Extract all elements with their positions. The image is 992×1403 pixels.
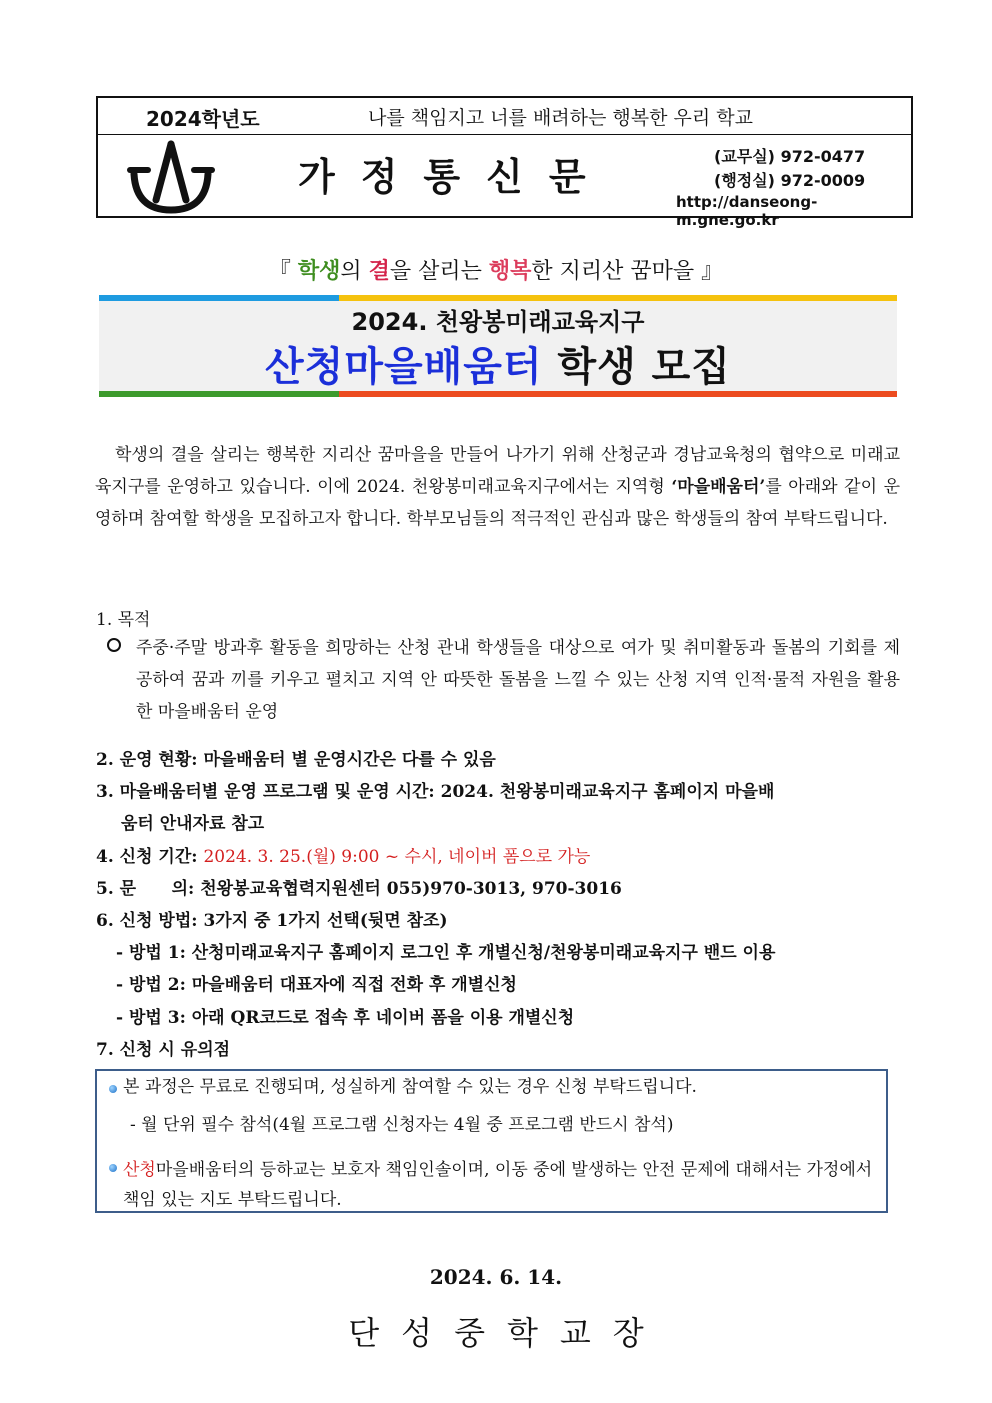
- section-programs-line2: 움터 안내자료 참고: [121, 814, 265, 834]
- banner-bar-yellow: [339, 295, 897, 301]
- school-year: 2024학년도: [146, 107, 260, 131]
- intro-paragraph: 학생의 결을 살리는 행복한 지리산 꿈마을을 만들어 나가기 위해 산청군과 경남교육청의 협약으로 미래교육지구를 운영하고 있습니다. 이에 2024. 천왕봉미래교육지구에서는 지역형 ‘마을배움터’를 아래와 같이 운영하며 참여할 학생을 모집하고자 합니다. 학부모님들의 적극적인 관심과 많은 학생들의 참여 부탁드립니다.: [95, 445, 900, 529]
- contact-office: (교무실) 972-0477: [714, 147, 866, 166]
- method-3: - 방법 3: 아래 QR코드로 접속 후 네이버 폼을 이용 개별신청: [116, 1008, 575, 1028]
- school-url[interactable]: http://danseong-m.gne.go.kr: [676, 193, 818, 229]
- banner-subtitle: 2024. 천왕봉미래교육지구: [351, 308, 645, 336]
- section-purpose-body: 주중·주말 방과후 활동을 희망하는 산청 관내 학생들을 대상으로 여가 및 취미활동과 돌봄의 기회를 제공하여 꿈과 끼를 키우고 펼치고 지역 안 따뜻한 돌봄을 느낄 수 있는 산청 지역 인적·물적 자원을 활용한 마을배움터 운영: [136, 638, 900, 722]
- title-banner: [99, 295, 897, 397]
- header-divider: [98, 134, 911, 135]
- notice-attendance: - 월 단위 필수 참석(4월 프로그램 신청자는 4월 중 프로그램 반드시 참석): [130, 1115, 674, 1135]
- notice-free: 본 과정은 무료로 진행되며, 성실하게 참여할 수 있는 경우 신청 부탁드립니다.: [123, 1077, 697, 1097]
- section-method: 6. 신청 방법: 3가지 중 1가지 선택(뒷면 참조): [96, 911, 448, 931]
- principal-signature: 단성중학교장: [348, 1314, 666, 1352]
- circle-bullet-icon: [107, 638, 121, 652]
- notice-box: [95, 1069, 888, 1213]
- bullet-dot-icon: [109, 1164, 117, 1172]
- section-programs-line1: 3. 마을배움터별 운영 프로그램 및 운영 시간: 2024. 천왕봉미래교육지구 홈페이지 마을배: [96, 782, 775, 802]
- section-inquiry: 5. 문 의: 천왕봉교육협력지원센터 055)970-3013, 970-3016: [96, 879, 622, 899]
- slogan: 『 학생의 결을 살리는 행복한 지리산 꿈마을 』: [268, 259, 724, 284]
- section-notes-title: 7. 신청 시 유의점: [96, 1040, 231, 1060]
- school-motto: 나를 책임지고 너를 배려하는 행복한 우리 학교: [368, 107, 753, 129]
- newsletter-header: [96, 96, 913, 229]
- school-logo-icon: [126, 140, 216, 214]
- section-status: 2. 운영 현황: 마을배움터 별 운영시간은 다를 수 있음: [96, 750, 496, 770]
- method-1: - 방법 1: 산청미래교육지구 홈페이지 로그인 후 개별신청/천왕봉미래교육지구 밴드 이용: [116, 943, 776, 963]
- method-2: - 방법 2: 마을배움터 대표자에 직접 전화 후 개별신청: [116, 975, 517, 995]
- section-purpose-title: 1. 목적: [96, 610, 151, 630]
- contact-admin: (행정실) 972-0009: [714, 171, 866, 190]
- issue-date: 2024. 6. 14.: [429, 1265, 563, 1289]
- banner-bar-blue: [99, 295, 339, 301]
- section-period: 4. 신청 기간: 2024. 3. 25.(월) 9:00 ~ 수시, 네이버 폼으로 가능: [96, 847, 591, 867]
- notice-safety: 산청마을배움터의 등하교는 보호자 책임인솔이며, 이동 중에 발생하는 안전 문제에 대해서는 가정에서 책임 있는 지도 부탁드립니다.: [123, 1160, 873, 1210]
- bullet-dot-icon: [109, 1085, 117, 1093]
- banner-title: 산청마을배움터 학생 모집: [265, 344, 731, 390]
- newsletter-title: 가정통신문: [298, 155, 612, 199]
